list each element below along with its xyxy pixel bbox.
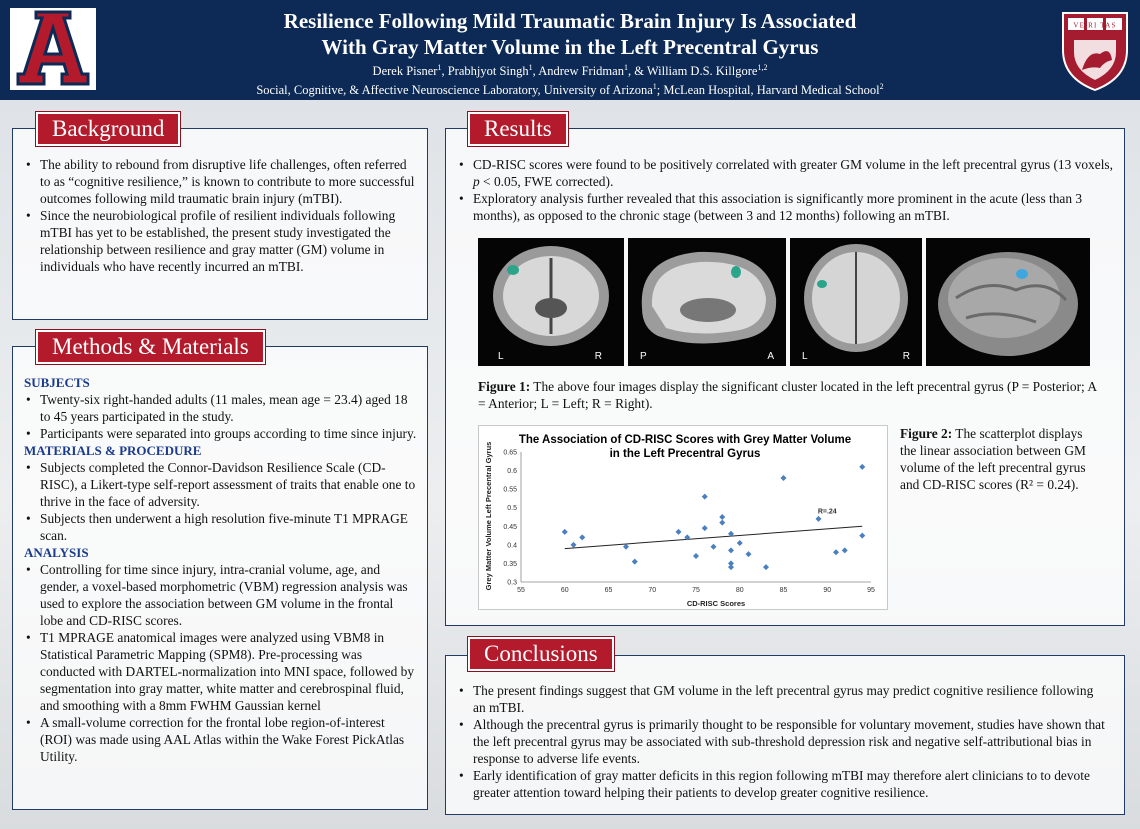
title-line-1: Resilience Following Mild Traumatic Brain Injury Is Associated: [283, 9, 857, 33]
author-name: Derek Pisner: [372, 64, 438, 79]
results-heading: Results: [468, 112, 568, 146]
y-tick-label: 0.65: [503, 449, 517, 457]
harvard-shield-text: VE RI TAS: [1073, 21, 1117, 30]
data-point: [702, 525, 708, 531]
author-affiliation-sup: 1: [528, 63, 533, 72]
data-point: [571, 542, 577, 548]
x-tick-label: 85: [779, 587, 788, 594]
y-tick-label: 0.3: [507, 579, 517, 587]
data-point: [833, 549, 839, 555]
data-point: [728, 564, 734, 570]
author-name: William D.S. Killgore: [646, 64, 758, 79]
author-affiliation-sup: 1: [437, 63, 442, 72]
right-orientation-label: R: [594, 351, 602, 362]
data-point: [781, 475, 787, 481]
x-tick-label: 75: [692, 587, 700, 594]
anterior-orientation-label: A: [767, 351, 774, 362]
data-point: [711, 544, 717, 550]
coronal-slice-image: [478, 238, 624, 366]
author-affiliation-sup: 1,2: [757, 63, 768, 72]
data-point: [746, 551, 752, 557]
data-point: [676, 529, 682, 535]
data-point: [719, 520, 725, 526]
scatterplot-chart: [478, 425, 888, 610]
background-bullets: [24, 156, 416, 275]
university-of-arizona-logo: [10, 8, 96, 90]
data-point: [842, 547, 848, 553]
author-name: Prabhjyot Singh: [447, 64, 529, 79]
y-tick-label: 0.55: [503, 486, 517, 494]
methods-heading: Methods & Materials: [36, 330, 265, 364]
data-point: [859, 533, 865, 539]
data-point: [632, 559, 638, 565]
y-tick-label: 0.6: [507, 468, 517, 476]
chart-x-axis-label: CD-RISC Scores: [686, 599, 746, 608]
list-item: • Since the neurobiological profile of resilient individuals following mTBI has yet to be established, the present study investigated the relationship between resilience and gray matter (GM) volume in individuals who have recently incurred an mTBI.: [24, 207, 416, 275]
data-point: [702, 494, 708, 500]
data-point: [562, 529, 568, 535]
x-tick-label: 95: [867, 587, 875, 594]
figure-1-caption: Figure 1: The above four images display the significant cluster located in the left precentral gyrus (P = Posterior; A = Anterior; L = Left; R = Right).: [478, 379, 1097, 411]
left-orientation-label: L: [802, 351, 808, 362]
materials-label: MATERIALS & PROCEDURE: [24, 443, 202, 458]
data-point: [728, 547, 734, 553]
list-item: • CD-RISC scores were found to be positively correlated with greater GM volume in the left precentral gyrus (13 voxels, p < 0.05, FWE corrected).: [457, 156, 1113, 190]
x-tick-label: 70: [648, 587, 657, 594]
r-value-annotation: R=.24: [817, 508, 837, 516]
y-tick-label: 0.4: [507, 542, 517, 550]
list-item: • The present findings suggest that GM volume in the left precentral gyrus may predict cognitive resilience following an mTBI.: [457, 682, 1107, 716]
poster-header: [0, 0, 1140, 100]
right-orientation-label: R: [902, 351, 910, 362]
chart-title-line-2: in the Left Precentral Gyrus: [609, 448, 761, 460]
x-tick-label: 80: [735, 587, 744, 594]
data-point: [763, 564, 769, 570]
author-list: Derek Pisner$^1$, Prabhjyot Singh$^1$, Andrew Fridman$^1$, & William D.S. Killgore$^{1,2}$: [372, 63, 768, 79]
x-tick-label: 65: [604, 587, 613, 594]
figure-2-caption: Figure 2: The scatterplot displays the linear association between GM volume of the left precentral gyrus and CD-RISC scores (R² = 0.24).: [900, 426, 1086, 492]
affiliations: Social, Cognitive, & Affective Neuroscience Laboratory, University of Arizona$^1$; McLean Hospital, Harvard Medical School$^2$: [256, 82, 884, 98]
list-item: • Exploratory analysis further revealed that this association is significantly more prominent in the acute (less than 3 months), as opposed to the chronic stage (between 3 and 12 months) following an mTBI.: [457, 190, 1113, 224]
conclusions-heading: Conclusions: [468, 637, 614, 671]
left-orientation-label: L: [498, 351, 504, 362]
title-line-2: With Gray Matter Volume in the Left Precentral Gyrus: [321, 35, 819, 59]
analysis-label: ANALYSIS: [24, 545, 89, 560]
data-point: [737, 540, 743, 546]
x-tick-label: 55: [517, 587, 525, 594]
list-item: • Although the precentral gyrus is primarily thought to be responsible for voluntary movement, studies have shown that the left precentral gyrus may be associated with sub-threshold depression risk and negative self-attributional bias in response to adverse life events.: [457, 716, 1107, 767]
methods-content: [24, 374, 418, 765]
brain-figure: [478, 238, 1090, 366]
poster-title: [120, 8, 1020, 60]
list-item: • T1 MPRAGE anatomical images were analyzed using VBM8 in Statistical Parametric Mapping (SPM8). Pre-processing was conducted with DARTEL-normalization into MNI space, followed by segmentation into gray matter, white matter and cerebrospinal fluid, and smoothing with a 8mm FWHM Gaussian kernel: [24, 629, 418, 714]
y-tick-label: 0.5: [507, 505, 517, 513]
author-block: [120, 60, 1020, 98]
list-item: • Subjects then underwent a high resolution five-minute T1 MPRAGE scan.: [24, 510, 418, 544]
x-tick-label: 60: [560, 587, 569, 594]
data-point: [816, 516, 822, 522]
y-tick-label: 0.45: [503, 523, 517, 531]
author-affiliation-sup: 1: [623, 63, 628, 72]
list-item: • The ability to rebound from disruptive life challenges, often referred to as “cognitive resilience,” is known to contribute to more successful outcomes following mild traumatic brain injury (mTBI).: [24, 156, 416, 207]
harvard-shield-logo: [1060, 10, 1130, 92]
list-item: • A small-volume correction for the frontal lobe region-of-interest (ROI) was made using AAL Atlas within the Wake Forest PickAtlas Utility.: [24, 714, 418, 765]
posterior-orientation-label: P: [640, 351, 647, 362]
data-point: [859, 464, 865, 470]
chart-title-line-1: The Association of CD-RISC Scores with Grey Matter Volume: [518, 434, 852, 446]
surface-render-image: [926, 238, 1090, 366]
x-tick-label: 90: [823, 587, 832, 594]
list-item: • Controlling for time since injury, intra-cranial volume, age, and gender, a voxel-based morphometric (VBM) regression analysis was used to explore the association between GM volume in the frontal lobe and CD-RISC scores.: [24, 561, 418, 629]
subjects-label: SUBJECTS: [24, 375, 90, 390]
y-tick-label: 0.35: [503, 560, 517, 568]
data-point: [693, 553, 699, 559]
author-name: Andrew Fridman: [538, 64, 624, 79]
conclusions-bullets: [457, 682, 1107, 801]
list-item: • Participants were separated into groups according to time since injury.: [24, 425, 418, 442]
chart-y-axis-label: Grey Matter Volume Left Precentral Gyrus: [484, 441, 493, 591]
sagittal-slice-image: [628, 238, 786, 366]
data-point: [719, 514, 725, 520]
list-item: • Early identification of gray matter deficits in this region following mTBI may therefore alert clinicians to to devote greater attention toward helping their patients to develop greater cognitive resilience.: [457, 767, 1107, 801]
background-heading: Background: [36, 112, 180, 146]
data-point: [579, 534, 585, 540]
results-bullets: [457, 156, 1113, 224]
axial-slice-image: [790, 238, 922, 366]
list-item: • Subjects completed the Connor-Davidson Resilience Scale (CD-RISC), a Likert-type self-report assessment of traits that enable one to thrive in the face of adversity.: [24, 459, 418, 510]
list-item: • Twenty-six right-handed adults (11 males, mean age = 23.4) aged 18 to 45 years participated in the study.: [24, 391, 418, 425]
